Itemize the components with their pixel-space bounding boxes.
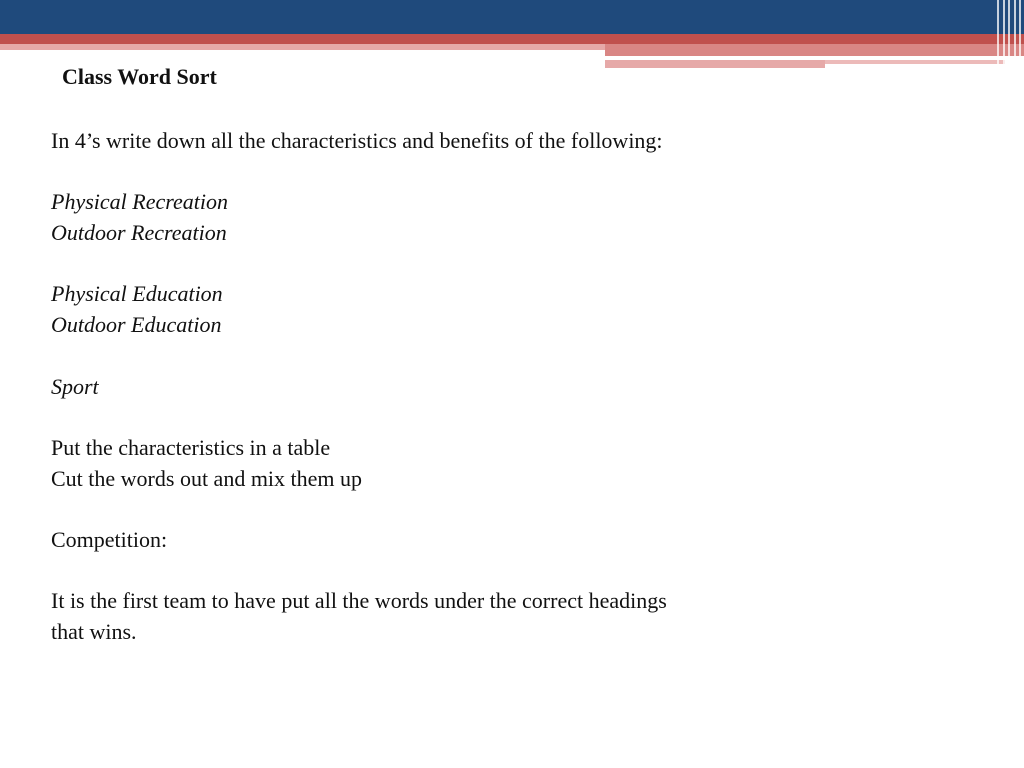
competition-label: Competition: <box>51 527 168 553</box>
header-blue-bar <box>0 0 1024 34</box>
list-item: Outdoor Education <box>51 312 222 338</box>
list-item: Physical Recreation <box>51 189 228 215</box>
header-pink-bar <box>0 44 605 50</box>
intro-text: In 4’s write down all the characteristics and benefits of the following: <box>51 128 663 153</box>
header-pink-bar-right <box>605 44 1024 56</box>
header-pink-bar-thin <box>825 60 1005 64</box>
instruction-text: Cut the words out and mix them up <box>51 465 363 491</box>
competition-text: that wins. <box>51 619 137 645</box>
list-item: Outdoor Recreation <box>51 220 227 246</box>
header-vertical-stripes <box>994 0 1024 68</box>
competition-text: It is the first team to have put all the words under the correct headings <box>51 588 667 614</box>
header-pink-bar-lower <box>605 60 825 68</box>
header-red-bar <box>0 34 1024 44</box>
slide-title: Class Word Sort <box>62 64 217 89</box>
list-item: Sport <box>51 373 99 399</box>
list-item: Physical Education <box>51 281 223 307</box>
instruction-text: Put the characteristics in a table <box>51 434 331 460</box>
slide-body <box>51 126 931 648</box>
